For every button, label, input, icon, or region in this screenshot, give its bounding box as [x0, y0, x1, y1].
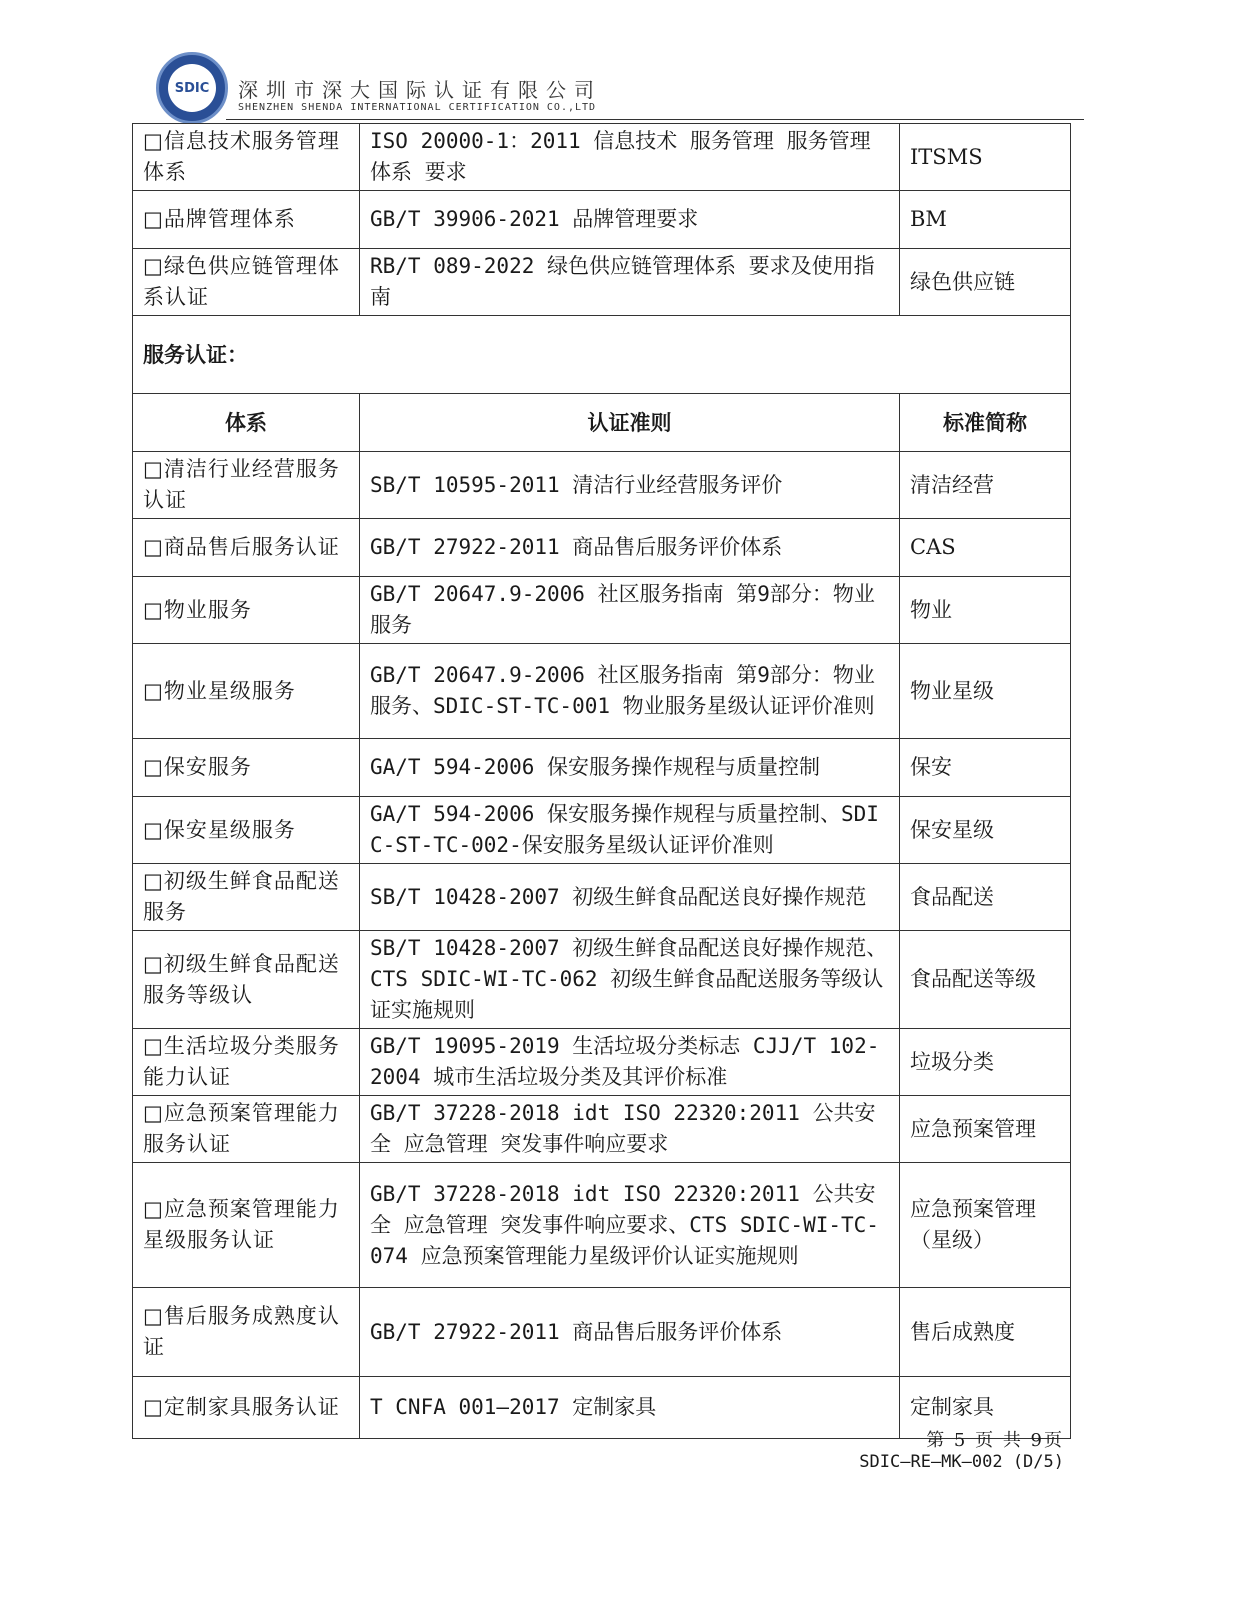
- system-cell: □保安服务: [133, 739, 360, 797]
- table-row: [133, 1096, 1071, 1163]
- abbr-cell: ITSMS: [900, 124, 1071, 191]
- abbr-cell: 食品配送: [900, 864, 1071, 931]
- criteria-cell: RB/T 089-2022 绿色供应链管理体系 要求及使用指南: [360, 249, 900, 316]
- company-name-cn: 深圳市深大国际认证有限公司: [238, 78, 602, 102]
- table-row: [133, 864, 1071, 931]
- abbr-cell: 售后成熟度: [900, 1288, 1071, 1377]
- document-code: SDIC—RE—MK—002 (D/5): [859, 1452, 1064, 1472]
- abbr-cell: 垃圾分类: [900, 1029, 1071, 1096]
- table-row: [133, 249, 1071, 316]
- system-cell: □绿色供应链管理体系认证: [133, 249, 360, 316]
- system-cell: □售后服务成熟度认证: [133, 1288, 360, 1377]
- header-divider: [226, 119, 1084, 120]
- system-cell: □商品售后服务认证: [133, 519, 360, 577]
- criteria-cell: GA/T 594-2006 保安服务操作规程与质量控制: [360, 739, 900, 797]
- system-cell: □清洁行业经营服务认证: [133, 452, 360, 519]
- section-title: 服务认证：: [133, 316, 1071, 394]
- section-row: [133, 316, 1071, 394]
- system-cell: □定制家具服务认证: [133, 1377, 360, 1439]
- logo-text: SDIC: [168, 64, 216, 112]
- table-row: [133, 452, 1071, 519]
- system-cell: □信息技术服务管理体系: [133, 124, 360, 191]
- abbr-cell: 定制家具: [900, 1377, 1071, 1439]
- table-row: [133, 644, 1071, 739]
- table-row: [133, 1029, 1071, 1096]
- criteria-cell: GB/T 27922-2011 商品售后服务评价体系: [360, 519, 900, 577]
- table-row: [133, 1163, 1071, 1288]
- system-cell: □品牌管理体系: [133, 191, 360, 249]
- criteria-cell: SB/T 10595-2011 清洁行业经营服务评价: [360, 452, 900, 519]
- criteria-cell: GB/T 27922-2011 商品售后服务评价体系: [360, 1288, 900, 1377]
- abbr-cell: BM: [900, 191, 1071, 249]
- system-cell: □保安星级服务: [133, 797, 360, 864]
- table-row: [133, 931, 1071, 1029]
- table-row: [133, 1288, 1071, 1377]
- page-number: 第 5 页 共 9页: [926, 1430, 1064, 1451]
- system-cell: □物业星级服务: [133, 644, 360, 739]
- criteria-cell: SB/T 10428-2007 初级生鲜食品配送良好操作规范、CTS SDIC-WI-TC-062 初级生鲜食品配送服务等级认证实施规则: [360, 931, 900, 1029]
- abbr-cell: 应急预案管理: [900, 1096, 1071, 1163]
- system-cell: □初级生鲜食品配送服务: [133, 864, 360, 931]
- column-header-criteria: 认证准则: [360, 394, 900, 452]
- abbr-cell: 清洁经营: [900, 452, 1071, 519]
- column-header-system: 体系: [133, 394, 360, 452]
- system-cell: □初级生鲜食品配送服务等级认: [133, 931, 360, 1029]
- criteria-cell: GB/T 19095-2019 生活垃圾分类标志 CJJ/T 102-2004 城市生活垃圾分类及其评价标准: [360, 1029, 900, 1096]
- abbr-cell: CAS: [900, 519, 1071, 577]
- column-header-row: [133, 394, 1071, 452]
- criteria-cell: ISO 20000-1：2011 信息技术 服务管理 服务管理体系 要求: [360, 124, 900, 191]
- criteria-cell: T CNFA 001—2017 定制家具: [360, 1377, 900, 1439]
- abbr-cell: 应急预案管理（星级）: [900, 1163, 1071, 1288]
- table-row: [133, 519, 1071, 577]
- abbr-cell: 绿色供应链: [900, 249, 1071, 316]
- abbr-cell: 保安: [900, 739, 1071, 797]
- criteria-cell: GB/T 37228-2018 idt ISO 22320:2011 公共安全 应急管理 突发事件响应要求、CTS SDIC-WI-TC-074 应急预案管理能力星级评价认证实施规则: [360, 1163, 900, 1288]
- abbr-cell: 物业: [900, 577, 1071, 644]
- table-row: [133, 577, 1071, 644]
- abbr-cell: 保安星级: [900, 797, 1071, 864]
- system-cell: □应急预案管理能力服务认证: [133, 1096, 360, 1163]
- abbr-cell: 食品配送等级: [900, 931, 1071, 1029]
- table-row: [133, 797, 1071, 864]
- criteria-cell: GB/T 20647.9-2006 社区服务指南 第9部分：物业服务: [360, 577, 900, 644]
- certification-table: [132, 123, 1071, 1439]
- system-cell: □应急预案管理能力星级服务认证: [133, 1163, 360, 1288]
- criteria-cell: GB/T 39906-2021 品牌管理要求: [360, 191, 900, 249]
- abbr-cell: 物业星级: [900, 644, 1071, 739]
- system-cell: □生活垃圾分类服务能力认证: [133, 1029, 360, 1096]
- criteria-cell: SB/T 10428-2007 初级生鲜食品配送良好操作规范: [360, 864, 900, 931]
- table-row: [133, 124, 1071, 191]
- criteria-cell: GA/T 594-2006 保安服务操作规程与质量控制、SDIC-ST-TC-002-保安服务星级认证评价准则: [360, 797, 900, 864]
- column-header-abbr: 标准简称: [900, 394, 1071, 452]
- system-cell: □物业服务: [133, 577, 360, 644]
- criteria-cell: GB/T 20647.9-2006 社区服务指南 第9部分：物业服务、SDIC-ST-TC-001 物业服务星级认证评价准则: [360, 644, 900, 739]
- company-logo: [156, 52, 228, 124]
- table-row: [133, 739, 1071, 797]
- table-row: [133, 191, 1071, 249]
- criteria-cell: GB/T 37228-2018 idt ISO 22320:2011 公共安全 应急管理 突发事件响应要求: [360, 1096, 900, 1163]
- company-name-en: SHENZHEN SHENDA INTERNATIONAL CERTIFICATION CO.,LTD: [238, 102, 597, 113]
